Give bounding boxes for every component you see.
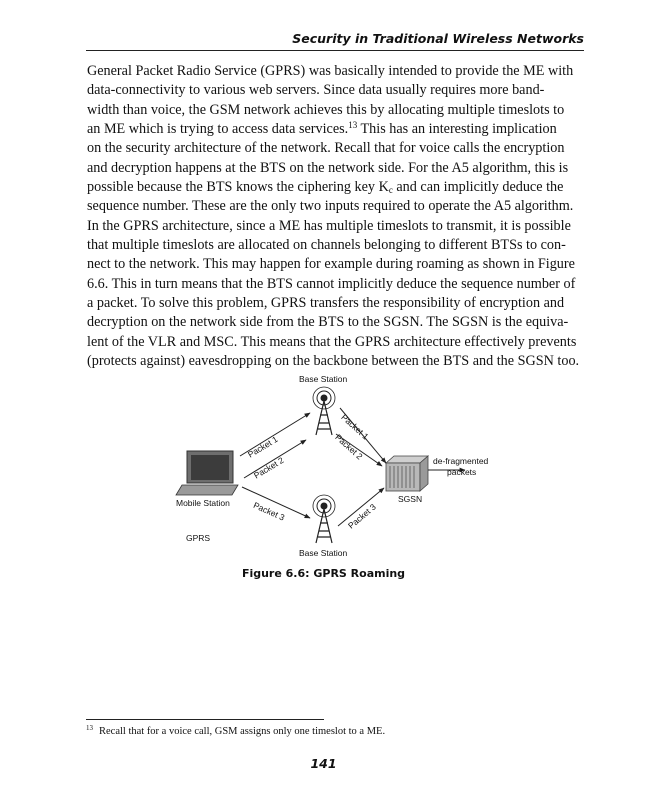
packet1-right-label: Packet 1 — [339, 412, 371, 442]
footnote-text: Recall that for a voice call, GSM assigns only one timeslot to a ME. — [99, 726, 386, 737]
packet2-right-label: Packet 2 — [333, 432, 365, 462]
text-line: General Packet Radio Service (GPRS) was basically intended to provide the ME with — [87, 63, 574, 79]
packet3-left-label: Packet 3 — [251, 500, 287, 523]
text-line: and decryption happens at the BTS on the network side. For the A5 algorithm, this is — [87, 159, 569, 176]
gprs-roaming-figure — [160, 368, 500, 568]
text-line: sequence number. These are the only two inputs required to operate the A5 algorithm. — [87, 198, 574, 215]
figure-caption: Figure 6.6: GPRS Roaming — [241, 567, 406, 580]
text-line: lent of the VLR and MSC. This means that the GPRS architecture effectively prevents — [87, 333, 577, 350]
defragmented-label: de-fragmented — [433, 456, 489, 466]
base-station-bottom-label: Base Station — [299, 548, 348, 558]
page-number: 141 — [310, 756, 337, 771]
gprs-label: GPRS — [186, 533, 211, 543]
mobile-station-label: Mobile Station — [176, 498, 230, 508]
text-line: a packet. To solve this problem, GPRS transfers the responsibility of encryption and — [87, 295, 565, 312]
packet3-right-label: Packet 3 — [346, 501, 378, 531]
header-rule — [86, 50, 584, 51]
text-line: nect to the network. This may happen for example during roaming as shown in Figure — [87, 256, 575, 273]
footnote-rule — [86, 719, 324, 720]
packet1-left-label: Packet 1 — [246, 433, 280, 460]
footnote-marker: 13 — [348, 120, 358, 131]
text-line: on the security architecture of the network. Recall that for voice calls the encryption — [87, 140, 565, 157]
base-station-top-label: Base Station — [299, 374, 348, 384]
packets-label: packets — [447, 467, 477, 477]
text-line: 6.6. This in turn means that the BTS cannot implicitly deduce the sequence number of — [87, 275, 576, 292]
laptop-icon — [176, 451, 238, 495]
body-paragraph — [87, 62, 585, 372]
text-line: (protects against) eavesdropping on the backbone between the BTS and the SGSN too. — [87, 353, 580, 370]
running-header: Security in Traditional Wireless Networks — [292, 31, 584, 46]
text-line: width than voice, the GSM network achieves this by allocating multiple timeslots to — [87, 101, 565, 118]
packet2-left-label: Packet 2 — [252, 454, 286, 481]
footnote-number: 13 — [86, 724, 93, 732]
sgsn-label: SGSN — [398, 494, 423, 504]
key-subscript: c — [388, 185, 393, 196]
text-fragment: possible because the BTS knows the ciphering key K — [87, 179, 389, 196]
text-fragment: an ME which is trying to access data services. — [87, 121, 349, 138]
text-line: decryption on the network side from the BTS to the SGSN. The SGSN is the equiva- — [87, 314, 569, 331]
text-line: data-connectivity to various web servers. Since data usually requires more band- — [87, 82, 545, 99]
sgsn-server-icon — [386, 456, 428, 491]
footnote — [86, 724, 385, 737]
text-line — [87, 178, 585, 197]
text-line — [87, 120, 585, 139]
text-fragment: and can implicitly deduce the — [392, 179, 564, 196]
text-line: In the GPRS architecture, since a ME has multiple timeslots to transmit, it is possible — [87, 217, 571, 234]
antenna-icon-top — [313, 387, 335, 435]
antenna-icon-bottom — [313, 495, 335, 543]
text-line: that multiple timeslots are allocated on channels belonging to different BTSs to con- — [87, 237, 566, 254]
text-fragment: This has an interesting implication — [357, 121, 557, 138]
